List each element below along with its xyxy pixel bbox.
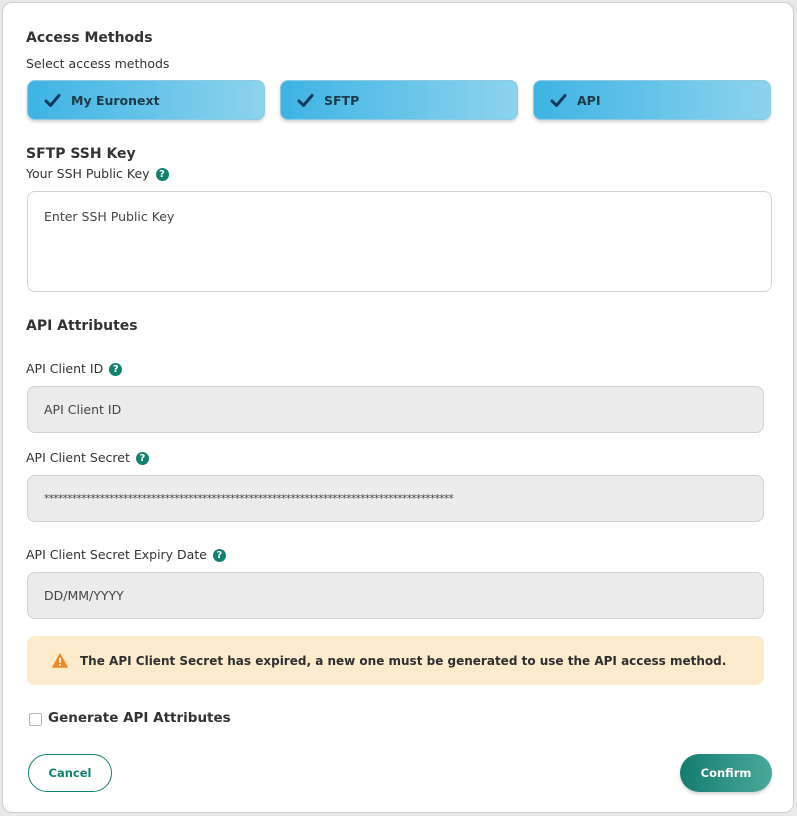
- api-client-secret-label-row: [26, 450, 149, 465]
- checkmark-icon: [44, 92, 61, 109]
- generate-api-attributes-checkbox[interactable]: [29, 713, 42, 726]
- sftp-title: SFTP SSH Key: [26, 146, 136, 162]
- method-label: My Euronext: [71, 92, 160, 108]
- expired-secret-message: The API Client Secret has expired, a new one must be generated to use the API access method.: [80, 653, 727, 668]
- checkmark-icon: [297, 92, 314, 109]
- api-client-id-field[interactable]: API Client ID: [27, 386, 764, 433]
- api-expiry-label-row: [26, 547, 226, 562]
- api-client-id-label-row: [26, 361, 122, 376]
- access-methods-title: Access Methods: [26, 30, 153, 46]
- checkmark-icon: [550, 92, 567, 109]
- access-settings-panel: [2, 2, 794, 813]
- cancel-button[interactable]: Cancel: [28, 754, 112, 792]
- method-sftp-toggle[interactable]: [280, 80, 518, 120]
- help-icon[interactable]: ?: [156, 168, 169, 181]
- method-label: API: [577, 92, 601, 108]
- api-expiry-label: API Client Secret Expiry Date: [26, 547, 207, 562]
- api-attributes-title: API Attributes: [26, 318, 138, 334]
- ssh-public-key-input[interactable]: Enter SSH Public Key: [27, 191, 772, 292]
- api-client-id-label: API Client ID: [26, 361, 104, 376]
- help-icon[interactable]: ?: [109, 363, 122, 376]
- help-icon[interactable]: ?: [136, 452, 149, 465]
- access-methods-subtitle: Select access methods: [26, 56, 170, 71]
- method-api-toggle[interactable]: [533, 80, 771, 120]
- method-my-euronext-toggle[interactable]: [27, 80, 265, 120]
- generate-api-attributes-label[interactable]: Generate API Attributes: [48, 710, 231, 726]
- ssh-key-label: Your SSH Public Key: [26, 166, 150, 181]
- api-client-secret-field[interactable]: ****************************************************************************************: [27, 475, 764, 522]
- api-client-secret-label: API Client Secret: [26, 450, 130, 465]
- api-expiry-date-field[interactable]: DD/MM/YYYY: [27, 572, 764, 619]
- warning-icon: [52, 653, 68, 668]
- ssh-key-label-row: [26, 166, 169, 181]
- expired-secret-alert: [27, 636, 764, 685]
- help-icon[interactable]: ?: [213, 549, 226, 562]
- method-label: SFTP: [324, 92, 360, 108]
- confirm-button[interactable]: Confirm: [680, 754, 772, 792]
